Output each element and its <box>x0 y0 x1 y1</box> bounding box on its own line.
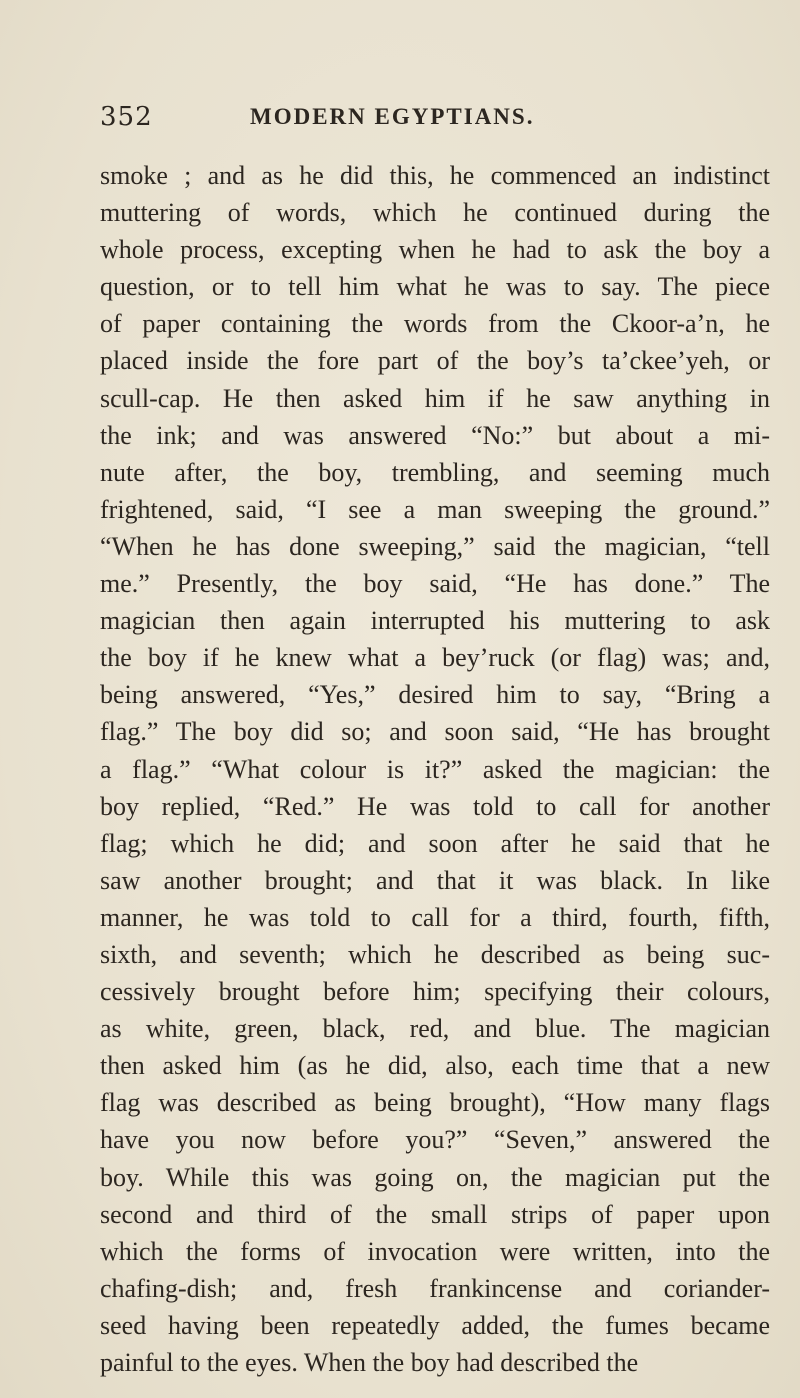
text-line: flag was described as being brought), “How many flags <box>100 1088 770 1118</box>
body-text <box>100 157 770 1381</box>
text-line: frightened, said, “I see a man sweeping the ground.” <box>100 494 770 524</box>
text-line: being answered, “Yes,” desired him to say, “Bring a <box>100 680 770 710</box>
text-line: saw another brought; and that it was black. In like <box>100 865 770 895</box>
text-line: boy replied, “Red.” He was told to call for another <box>100 791 770 821</box>
text-line: boy. While this was going on, the magician put the <box>100 1162 770 1192</box>
text-line: the ink; and was answered “No:” but about a mi- <box>100 420 770 450</box>
text-line: of paper containing the words from the Ckoor-a’n, he <box>100 309 770 339</box>
text-line: nute after, the boy, trembling, and seeming much <box>100 457 770 487</box>
text-line: manner, he was told to call for a third, fourth, fifth, <box>100 902 770 932</box>
text-line: painful to the eyes. When the boy had described the <box>100 1348 639 1377</box>
text-line: question, or to tell him what he was to say. The piece <box>100 272 770 302</box>
text-line: placed inside the fore part of the boy’s ta’ckee’yeh, or <box>100 346 770 376</box>
text-line: me.” Presently, the boy said, “He has done.” The <box>100 569 770 599</box>
text-line: sixth, and seventh; which he described as being suc- <box>100 939 770 969</box>
text-line: cessively brought before him; specifying their colours, <box>100 977 770 1007</box>
text-line: “When he has done sweeping,” said the magician, “tell <box>100 531 770 561</box>
text-line: flag.” The boy did so; and soon said, “He has brought <box>100 717 770 747</box>
text-line: as white, green, black, red, and blue. The magician <box>100 1014 770 1044</box>
text-line: then asked him (as he did, also, each time that a new <box>100 1051 770 1081</box>
text-line: magician then again interrupted his muttering to ask <box>100 606 770 636</box>
text-line: seed having been repeatedly added, the fumes became <box>100 1310 770 1340</box>
text-line: muttering of words, which he continued during the <box>100 198 770 228</box>
text-line: the boy if he knew what a bey’ruck (or flag) was; and, <box>100 643 770 673</box>
page-number: 352 <box>100 102 153 132</box>
text-line: have you now before you?” “Seven,” answered the <box>100 1125 770 1155</box>
text-line: second and third of the small strips of paper upon <box>100 1199 770 1229</box>
text-line: smoke ; and as he did this, he commenced an indistinct <box>100 161 770 190</box>
text-line: scull-cap. He then asked him if he saw anything in <box>100 383 770 413</box>
text-line: whole process, excepting when he had to ask the boy a <box>100 235 770 265</box>
running-head <box>100 102 690 142</box>
running-title: MODERN EGYPTIANS. <box>250 104 535 129</box>
text-line: chafing-dish; and, fresh frankincense and coriander- <box>100 1273 770 1303</box>
text-line: flag; which he did; and soon after he said that he <box>100 828 770 858</box>
text-line: a flag.” “What colour is it?” asked the magician: the <box>100 754 770 784</box>
text-line: which the forms of invocation were written, into the <box>100 1236 770 1266</box>
